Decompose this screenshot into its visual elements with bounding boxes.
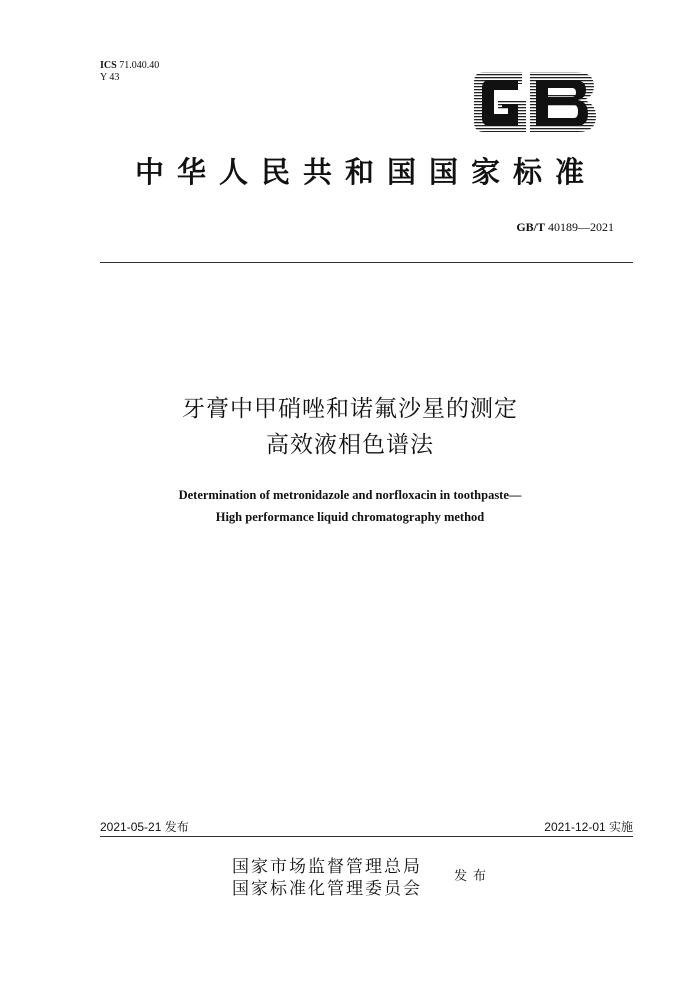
top-divider — [100, 262, 633, 263]
title-en-line2: High performance liquid chromatography method — [215, 510, 485, 524]
issue-date: 2021-05-21 发布 — [100, 820, 189, 834]
standard-number — [516, 220, 614, 235]
national-standard-title: 中华人民共和国国家标准 — [134, 155, 597, 189]
standard-prefix: GB/T — [516, 220, 545, 234]
ics-value: 71.040.40 — [119, 60, 160, 71]
ics-block — [100, 60, 159, 84]
standard-code: 40189—2021 — [548, 220, 614, 234]
bottom-divider — [100, 836, 633, 837]
ics-line — [100, 60, 159, 72]
implementation-date: 2021-12-01 实施 — [544, 820, 633, 834]
title-en-line1: Determination of metronidazole and norfloxacin in toothpaste— — [178, 488, 522, 502]
issuer-sac: 国家标准化管理委员会 — [232, 879, 422, 899]
issuer-samr: 国家市场监督管理总局 — [232, 857, 422, 877]
publish-label: 发布 — [454, 869, 493, 884]
ccs-code: Y 43 — [100, 72, 120, 83]
gb-logo-text: GB — [534, 108, 536, 109]
title-cn-line2: 高效液相色谱法 — [266, 432, 434, 458]
ics-label: ICS — [100, 60, 117, 71]
gb-logo — [468, 68, 600, 136]
title-cn-line1: 牙膏中甲硝唑和诺氟沙星的测定 — [182, 396, 518, 422]
